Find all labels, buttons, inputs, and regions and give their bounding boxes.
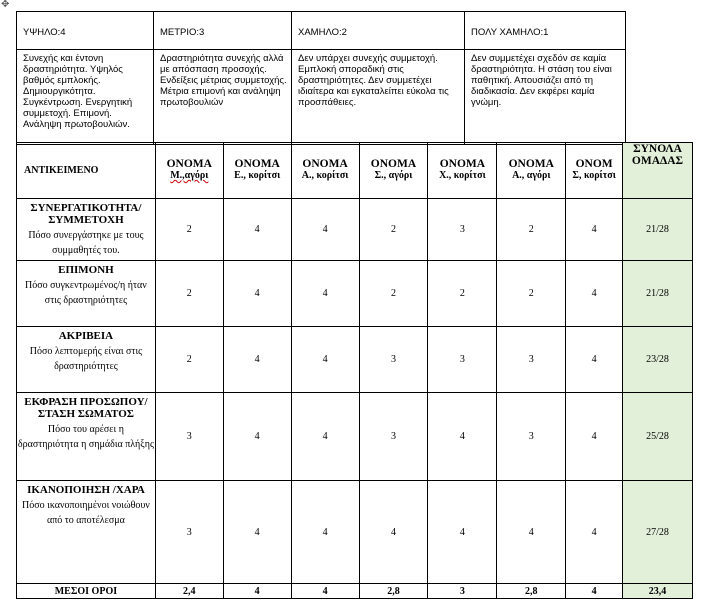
- student-sub: Α., κορίτσι: [301, 170, 349, 181]
- score-cell: 4: [223, 393, 291, 481]
- level-label: ΜΕΤΡΙΟ:3: [154, 12, 292, 50]
- score-cell: 3: [428, 327, 497, 393]
- student-header: [566, 143, 623, 199]
- score-cell: 4: [223, 327, 291, 393]
- criterion-cell: [17, 393, 156, 481]
- table-row: [17, 481, 693, 584]
- score-cell: 2: [155, 199, 223, 261]
- level-description: Δραστηριότητα συνεχής αλλά με απόσπαση προσοχής. Ενδείξεις μέτριας συμμετοχής. Μέτρια επιμονή και ανάληψη πρωτοβουλιών: [154, 50, 292, 145]
- score-cell: 3: [497, 393, 566, 481]
- student-name: ΟΝΟΜΑ: [166, 158, 212, 170]
- averages-label: ΜΕΣΟΙ ΟΡΟΙ: [17, 584, 156, 599]
- level-label: ΧΑΜΗΛΟ:2: [292, 12, 465, 50]
- score-cell: 4: [359, 481, 428, 584]
- criterion-title: ΙΚΑΝΟΠΟΙΗΣΗ /ΧΑΡΑ: [27, 484, 145, 496]
- score-cell: 2: [428, 261, 497, 327]
- student-name: ΟΝΟΜ: [575, 158, 613, 170]
- average-value: 4: [291, 584, 359, 599]
- criterion-header: ΑΝΤΙΚΕΙΜΕΝΟ: [17, 143, 156, 199]
- average-value: 4: [566, 584, 623, 599]
- table-row: [17, 199, 693, 261]
- average-value: 2,8: [359, 584, 428, 599]
- student-name: ΟΝΟΜΑ: [302, 158, 348, 170]
- average-value: 2,8: [497, 584, 566, 599]
- level-description: Δεν υπάρχει συνεχής συμμετοχή. Εμπλοκή σποραδική στις δραστηριότητες. Δεν συμμετέχει ιδιαίτερα και εγκαταλείπει εύκολα τις προσπάθειες.: [292, 50, 465, 145]
- student-name: ΟΝΟΜΑ: [234, 158, 280, 170]
- average-total: 23,4: [622, 584, 692, 599]
- rubric-levels-row: [17, 12, 626, 50]
- student-sub: Χ., κορίτσι: [439, 170, 486, 181]
- table-row: [17, 393, 693, 481]
- score-cell: 4: [566, 481, 623, 584]
- score-cell: 4: [566, 327, 623, 393]
- row-total: 23/28: [622, 327, 692, 393]
- total-header-label: ΣΥΝΟΛΑ ΟΜΑΔΑΣ: [631, 143, 684, 167]
- criterion-cell: [17, 261, 156, 327]
- score-cell: 4: [291, 327, 359, 393]
- score-cell: 3: [155, 481, 223, 584]
- student-sub: Ε., κορίτσι: [234, 170, 281, 181]
- criteria-rows: [17, 199, 693, 584]
- average-value: 2,4: [155, 584, 223, 599]
- criterion-description: Πόσο λεπτομερής είναι στις δραστηριότητες: [29, 346, 143, 372]
- student-header: [497, 143, 566, 199]
- row-total: 25/28: [622, 393, 692, 481]
- criterion-cell: [17, 481, 156, 584]
- row-total: 27/28: [622, 481, 692, 584]
- row-total: 21/28: [622, 199, 692, 261]
- criterion-description: Πόσο του αρέσει η δραστηριότητα η σημάδια πλήξης: [17, 424, 154, 450]
- score-cell: 3: [497, 327, 566, 393]
- score-cell: 2: [359, 199, 428, 261]
- student-header: [428, 143, 497, 199]
- rubric-table: [16, 11, 626, 145]
- level-label: ΠΟΛΥ ΧΑΜΗΛΟ:1: [465, 12, 626, 50]
- score-cell: 4: [566, 393, 623, 481]
- score-cell: 2: [155, 327, 223, 393]
- score-cell: 3: [428, 199, 497, 261]
- student-sub: Μ.,αγόρι: [170, 170, 209, 181]
- total-header: [622, 143, 692, 199]
- score-cell: 2: [359, 261, 428, 327]
- criterion-description: Πόσο συγκεντρωμένος/η ήταν στις δραστηριότητες: [25, 280, 147, 306]
- score-cell: 4: [566, 199, 623, 261]
- criterion-title: ΑΚΡΙΒΕΙΑ: [58, 330, 114, 342]
- student-name: ΟΝΟΜΑ: [439, 158, 486, 170]
- average-value: 4: [223, 584, 291, 599]
- header-row: [17, 143, 693, 199]
- score-cell: 3: [155, 393, 223, 481]
- student-sub: Σ, κορίτσι: [572, 170, 616, 181]
- score-cell: 4: [428, 481, 497, 584]
- table-row: [17, 327, 693, 393]
- criterion-description: Πόσο συνεργάστηκε με τους συμμαθητές του.: [28, 230, 144, 256]
- score-cell: 4: [223, 481, 291, 584]
- student-header: [155, 143, 223, 199]
- score-cell: 4: [291, 393, 359, 481]
- rubric-descriptions-row: [17, 50, 626, 145]
- table-move-handle-icon[interactable]: ✥: [1, 0, 10, 10]
- score-cell: 4: [566, 261, 623, 327]
- score-cell: 4: [291, 199, 359, 261]
- student-sub: Σ., αγόρι: [374, 170, 413, 181]
- level-label: ΥΨΗΛΟ:4: [17, 12, 154, 50]
- score-cell: 4: [223, 199, 291, 261]
- score-cell: 2: [497, 261, 566, 327]
- criterion-cell: [17, 327, 156, 393]
- score-cell: 4: [291, 481, 359, 584]
- level-description: Δεν συμμετέχει σχεδόν σε καμία δραστηριότητα. Η στάση του είναι παθητική. Απουσιάζει από τη διαδικασία. Δεν εκφέρει καμία γνώμη.: [465, 50, 626, 145]
- score-cell: 2: [497, 199, 566, 261]
- criterion-description: Πόσο ικανοποιημένοι νοιώθουν από το αποτέλεσμα: [22, 500, 150, 526]
- assessment-table: [16, 142, 693, 599]
- score-cell: 4: [497, 481, 566, 584]
- criterion-title: ΣΥΝΕΡΓΑΤΙΚΟΤΗΤΑ/ ΣΥΜΜΕΤΟΧΗ: [30, 202, 142, 226]
- average-value: 3: [428, 584, 497, 599]
- score-cell: 4: [291, 261, 359, 327]
- score-cell: 4: [223, 261, 291, 327]
- student-header: [223, 143, 291, 199]
- score-cell: 3: [359, 327, 428, 393]
- student-sub: Α., αγόρι: [512, 170, 551, 181]
- student-header: [291, 143, 359, 199]
- criterion-title: ΕΠΙΜΟΝΗ: [58, 264, 114, 276]
- score-cell: 2: [155, 261, 223, 327]
- score-cell: 4: [428, 393, 497, 481]
- student-name: ΟΝΟΜΑ: [508, 158, 554, 170]
- row-total: 21/28: [622, 261, 692, 327]
- student-header: [359, 143, 428, 199]
- averages-row: [17, 584, 693, 599]
- criterion-title: ΕΚΦΡΑΣΗ ΠΡΟΣΩΠΟΥ/ΣΤΑΣΗ ΣΩΜΑΤΟΣ: [24, 396, 148, 420]
- student-name: ΟΝΟΜΑ: [370, 158, 417, 170]
- criterion-cell: [17, 199, 156, 261]
- level-description: Συνεχής και έντονη δραστηριότητα. Υψηλός βαθμός εμπλοκής. Δημιουργικότητα. Συγκέντρωση. Ενεργητική συμμετοχή. Επιμονή. Ανάληψη πρωτοβουλιών.: [17, 50, 154, 145]
- table-row: [17, 261, 693, 327]
- score-cell: 3: [359, 393, 428, 481]
